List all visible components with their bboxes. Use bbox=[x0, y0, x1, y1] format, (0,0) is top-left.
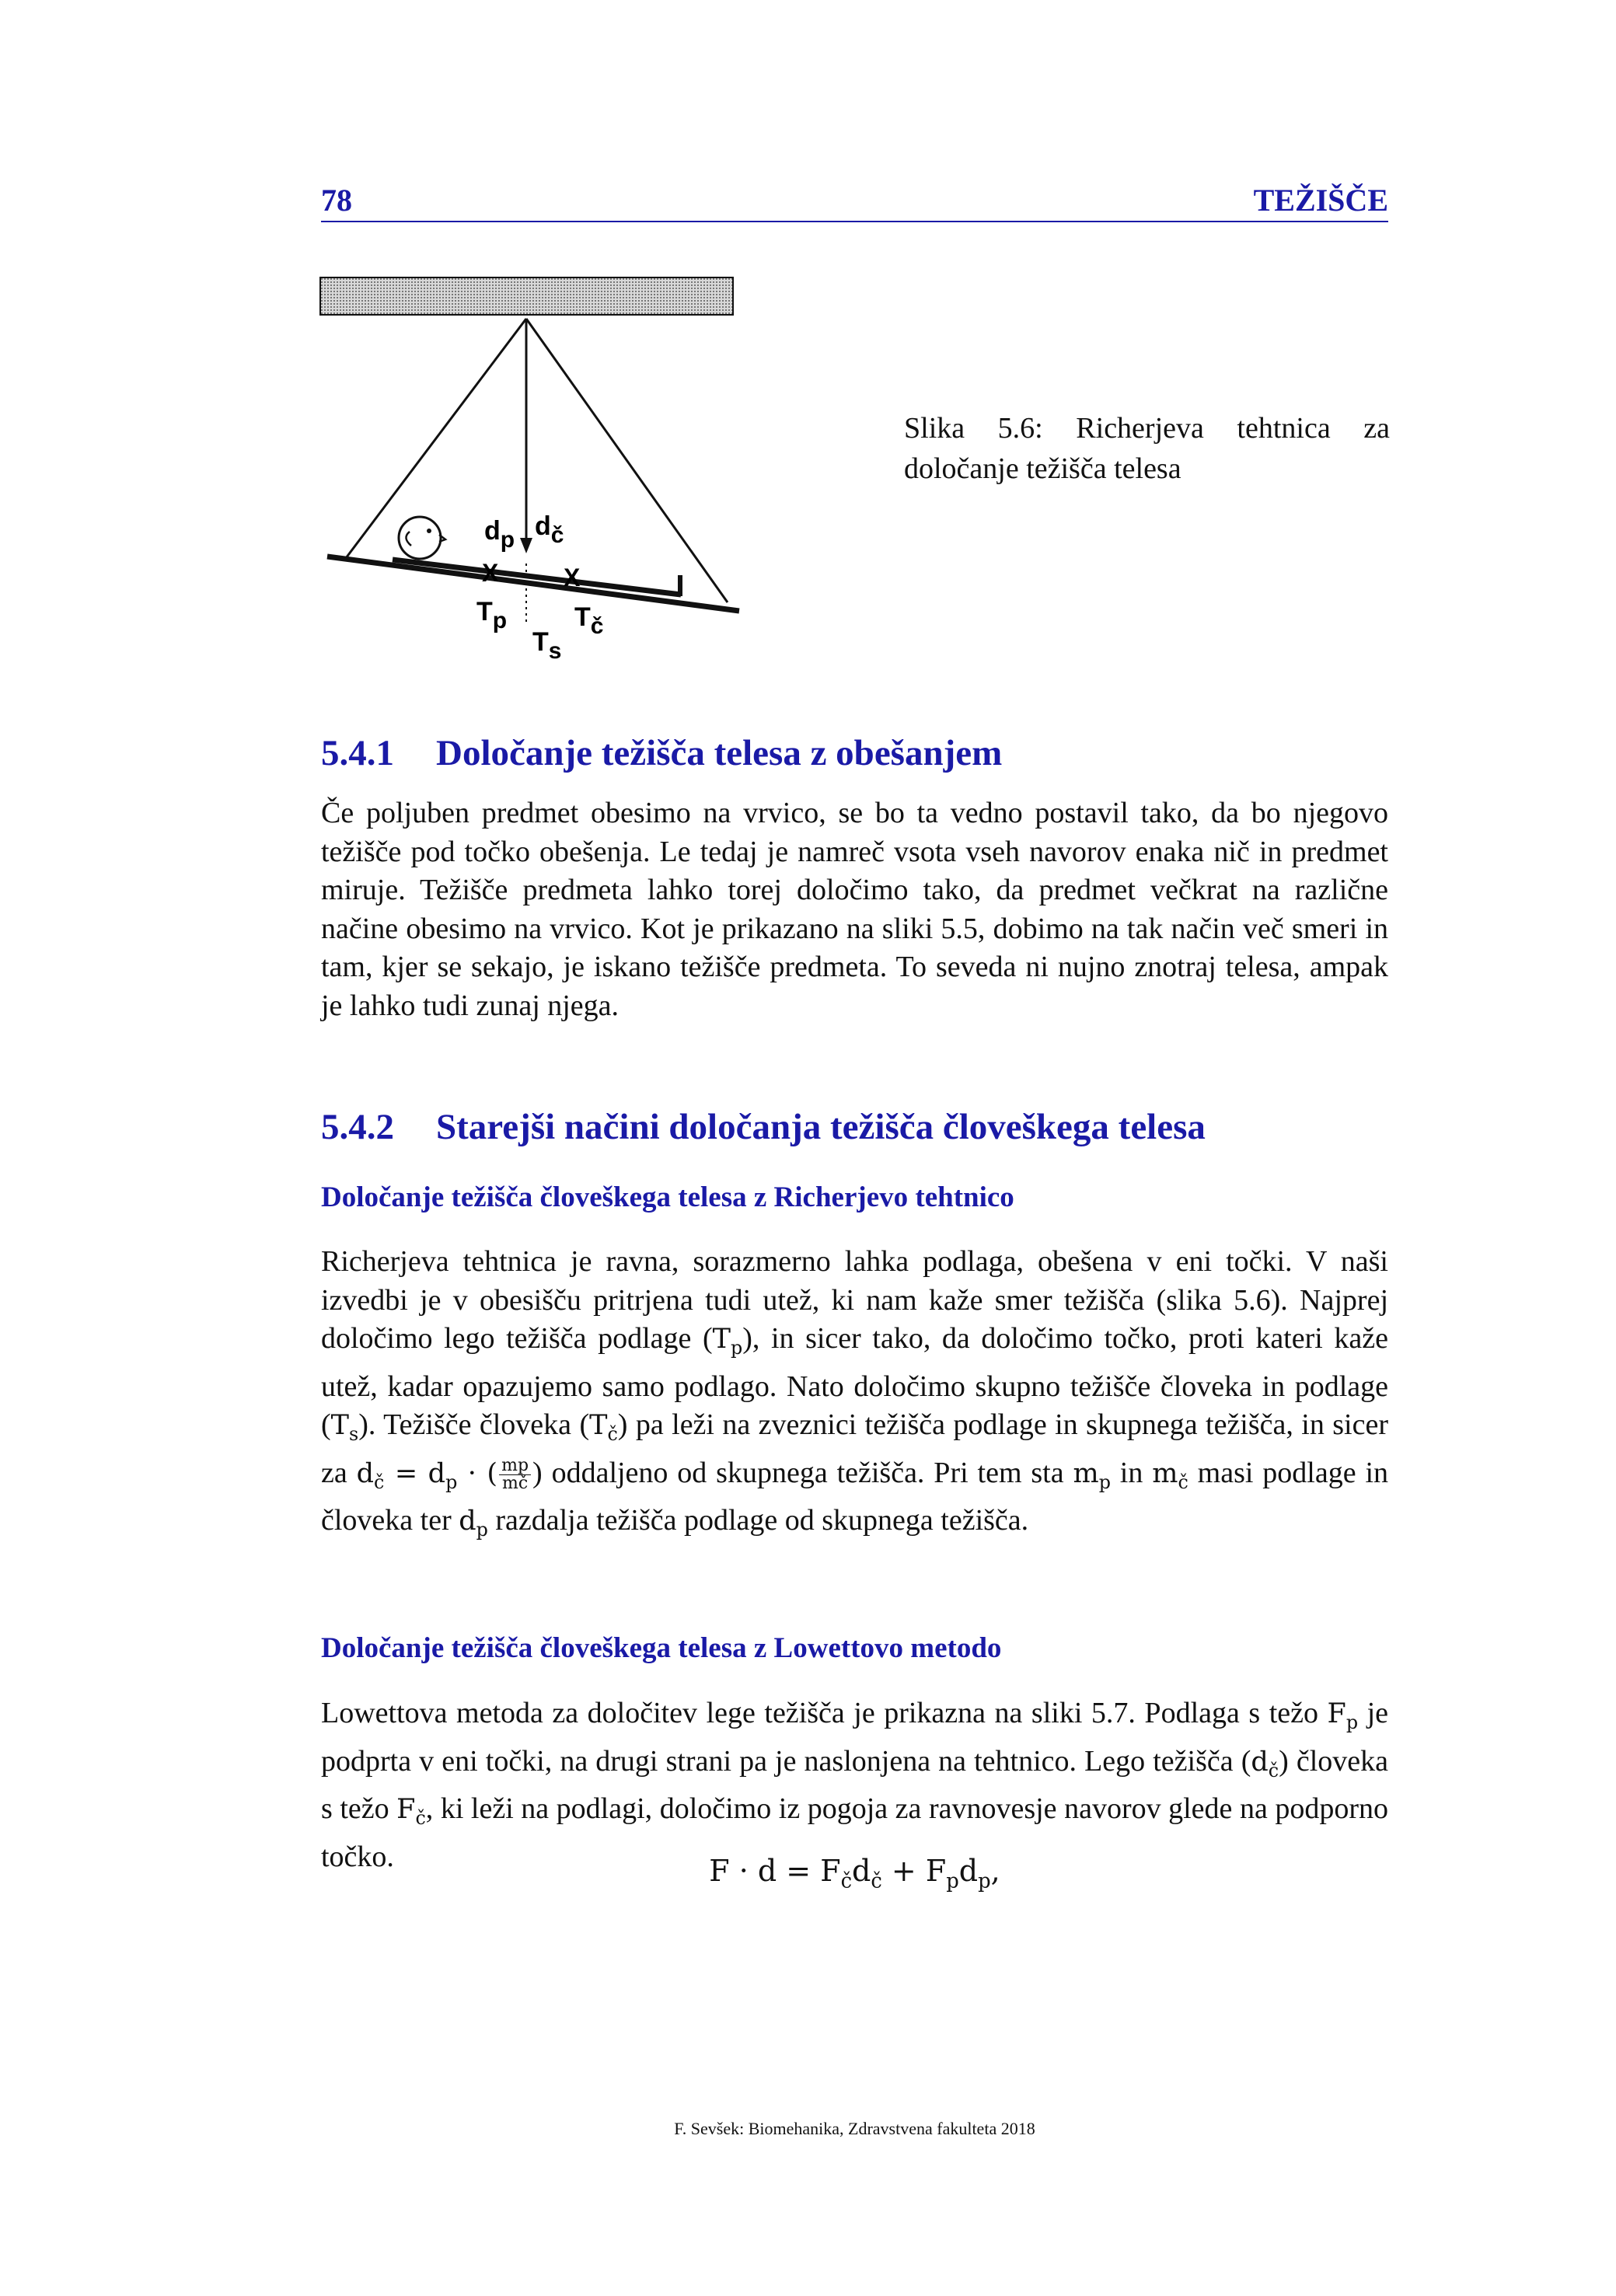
page-number: 78 bbox=[321, 183, 352, 218]
math-fp: $F_p$ bbox=[1327, 1698, 1359, 1733]
torque-equation: $F \cdot d = F_čd_č + F_pd_p$, bbox=[709, 1854, 1000, 1893]
label-dc: dč bbox=[535, 511, 564, 548]
math-fraction: $\frac{mp}{mč}$ bbox=[499, 1457, 531, 1492]
richer-scale-diagram bbox=[315, 272, 766, 676]
section-heading-5-4-2 bbox=[321, 1106, 1206, 1148]
section-title: Starejši načini določanja težišča človeškega telesa bbox=[436, 1107, 1206, 1147]
math-dp: $d_p$ bbox=[459, 1506, 488, 1541]
label-ts: Ts bbox=[532, 627, 562, 664]
section-number: 5.4.1 bbox=[321, 733, 394, 773]
marker-xc: X bbox=[564, 564, 581, 591]
page-footer: F. Sevšek: Biomehanika, Zdravstvena fakulteta 2018 bbox=[674, 2119, 1035, 2138]
section-number: 5.4.2 bbox=[321, 1107, 394, 1147]
paragraph-richer: Richerjeva tehtnica je ravna, sorazmerno lahka podlaga, obešena v eni točki. V naši izvedbi je v obesišču pritrjena tudi utež, ki nam kaže smer težišča (slika 5.6). Najprej določimo lego težišča podlage $(T_p)$, in sicer tako, da določimo točko, proti kateri kaže utež, kadar opazujemo samo podlago. Nato določimo skupno težišče človeka in podlage $(T_s)$. Težišče človeka $(T_č)$ pa leži na zveznici težišča podlage in skupnega težišča, in sicer za $d_č = d_p$ · ( $\frac{mp}{mč}$ ) oddaljeno od skupnega težišča. Pri tem sta $m_p$ in $m_č$ masi podlage in človeka ter $d_p$ razdalja težišča podlage od skupnega težišča. bbox=[321, 1245, 1389, 1541]
section-heading-5-4-1 bbox=[321, 732, 1002, 774]
math-tp: $T_p$ bbox=[712, 1324, 743, 1359]
person-body bbox=[393, 560, 681, 595]
richer-scale-figure bbox=[315, 272, 766, 676]
section-title: Določanje težišča telesa z obešanjem bbox=[436, 733, 1003, 773]
plumb-weight bbox=[520, 538, 532, 553]
person-head bbox=[399, 517, 441, 559]
math-mp: $m_p$ bbox=[1073, 1457, 1111, 1493]
paragraph-suspension: Če poljuben predmet obesimo na vrvico, se bo ta vedno postavil tako, da bo njegovo težišče pod točko obešenja. Le tedaj je namreč vsota vseh navorov enaka nič in predmet miruje. Težišče predmeta lahko torej določimo tako, da predmet večkrat na različne načine obesimo na vrvico. Kot je prikazano na sliki 5.5, dobimo na tak način več smeri in tam, kjer se sekajo, je iskano težišče predmeta. To seveda ni nujno znotraj telesa, ampak je lahko tudi zunaj njega. bbox=[321, 797, 1388, 1022]
math-dc-formula: $d_č = d_p$ · ( $\frac{mp}{mč}$ bbox=[357, 1458, 532, 1489]
figure-caption: Slika 5.6: Richerjeva tehtnica za določanje težišča telesa bbox=[904, 412, 1390, 485]
scale-board bbox=[327, 557, 739, 611]
head-eye bbox=[427, 529, 431, 533]
math-mc: $m_č$ bbox=[1152, 1457, 1188, 1493]
ceiling-mount bbox=[320, 277, 733, 315]
marker-xp: X bbox=[482, 559, 499, 587]
label-tc: Tč bbox=[574, 602, 604, 639]
subsection-heading-richer: Določanje težišča človeškega telesa z Richerjevo tehtnico bbox=[321, 1181, 1014, 1213]
subsection-heading-lowett: Določanje težišča človeškega telesa z Lowettovo metodo bbox=[321, 1632, 1002, 1664]
math-tc: $T_č$ bbox=[589, 1410, 618, 1445]
right-rope bbox=[526, 319, 728, 602]
math-dc: $d_č$ bbox=[1251, 1746, 1279, 1781]
label-dp: dp bbox=[484, 516, 515, 553]
page-header bbox=[321, 177, 1388, 222]
math-ts: $T_s$ bbox=[330, 1410, 359, 1445]
math-fc: $F_č$ bbox=[396, 1794, 426, 1829]
label-tp: Tp bbox=[476, 597, 508, 633]
paragraph-lowett: Lowettova metoda za določitev lege težišča je prikazna na sliki 5.7. Podlaga s težo $F_p$ je podprta v eni točki, na drugi strani pa je naslonjena na tehtnico. Lego težišča $(d_č)$ človeka s težo $F_č$, ki leži na podlagi, določimo iz pogoja za ravnovesje navorov glede na podporno točko. bbox=[321, 1697, 1389, 1873]
chapter-title: TEŽIŠČE bbox=[1253, 183, 1388, 218]
